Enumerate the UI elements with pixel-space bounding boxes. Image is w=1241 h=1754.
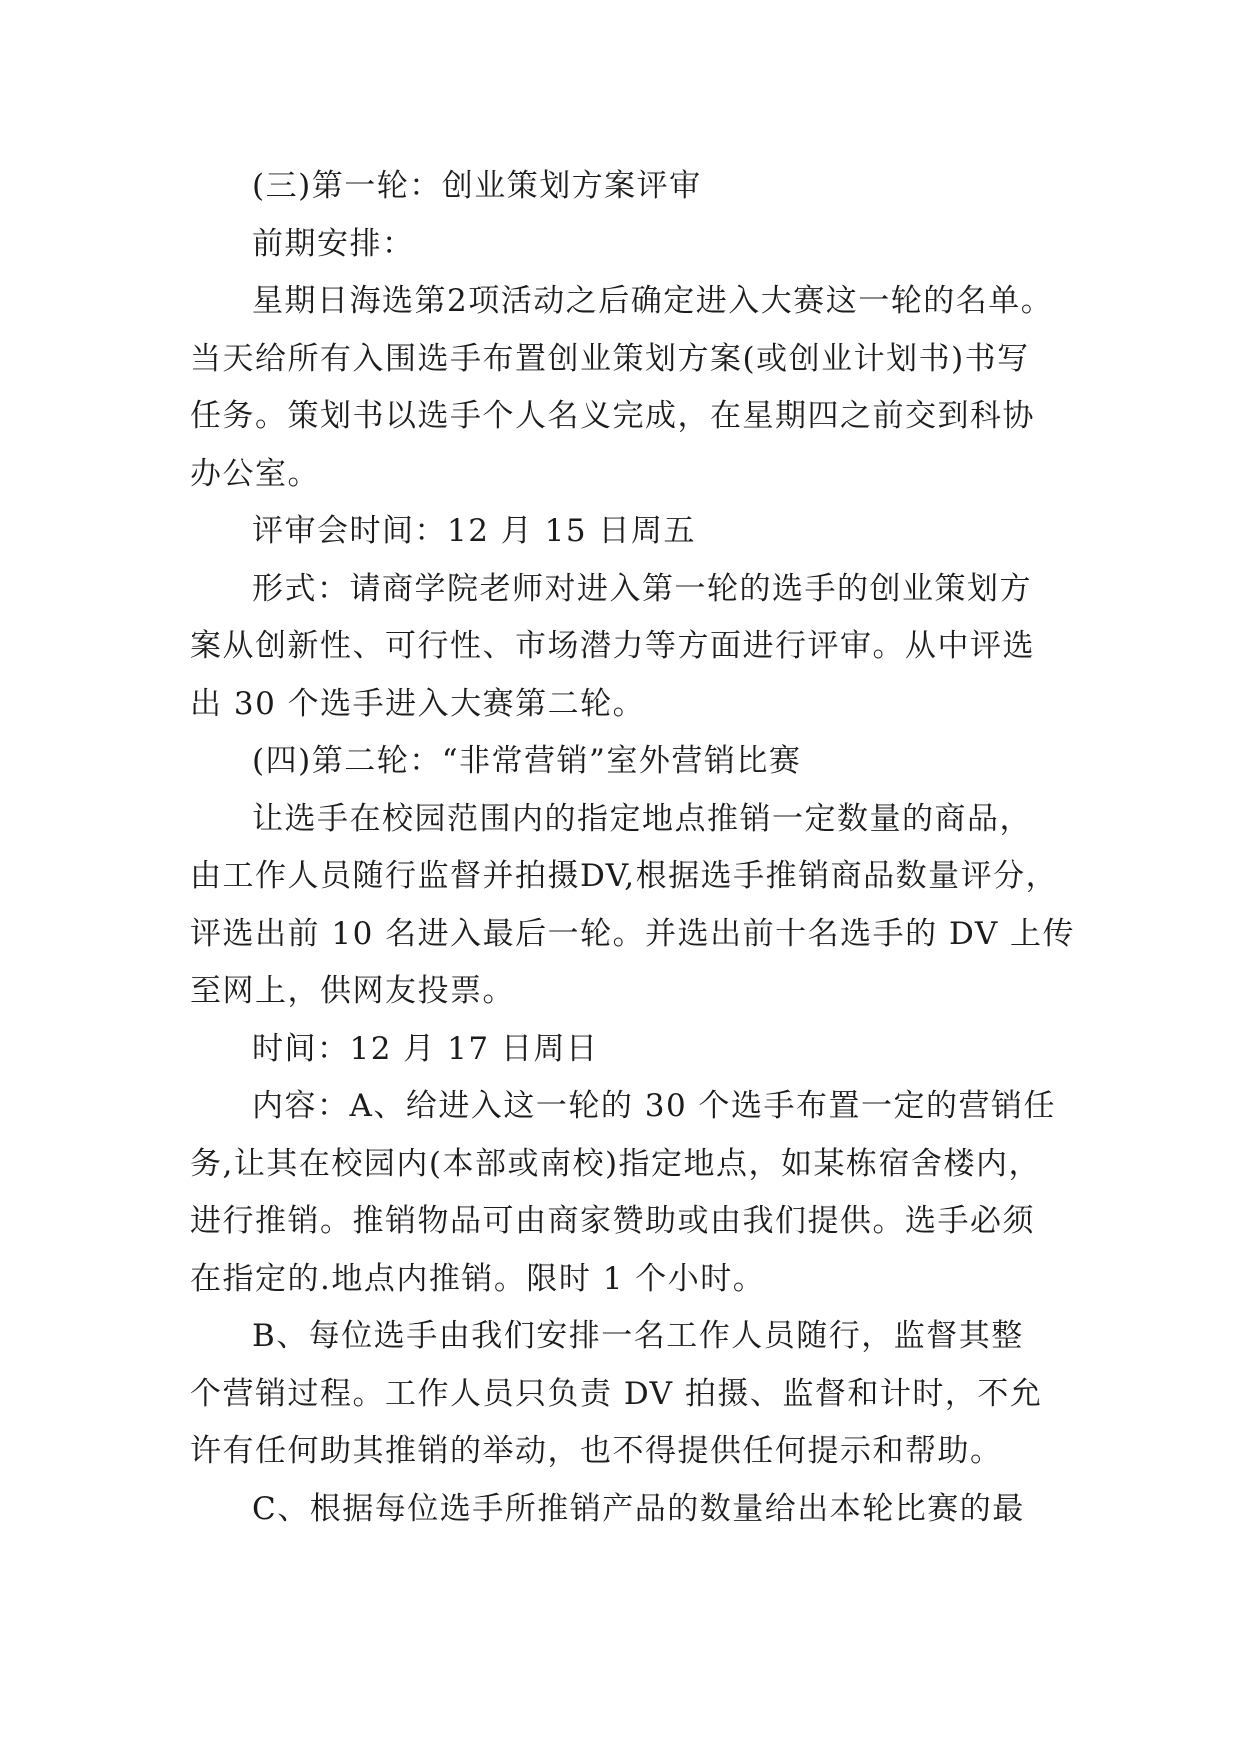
text-line: 当天给所有入围选手布置创业策划方案(或创业计划书)书写: [190, 340, 1030, 377]
text-line: 时间：12 月 17 日周日: [252, 1030, 599, 1067]
text-line: 在指定的.地点内推销。限时 1 个小时。: [190, 1260, 766, 1297]
text-line: B、每位选手由我们安排一名工作人员随行，监督其整: [252, 1318, 1024, 1354]
text-line: (三)第一轮：创业策划方案评审: [252, 168, 702, 204]
text-line: 内容：A、给进入这一轮的 30 个选手布置一定的营销任: [252, 1088, 1057, 1124]
document-body: [190, 158, 1090, 1538]
text-line: (四)第二轮：“非常营销”室外营销比赛: [252, 743, 802, 779]
text-line: 星期日海选第2项活动之后确定进入大赛这一轮的名单。: [252, 283, 1054, 319]
text-line: 任务。策划书以选手个人名义完成，在星期四之前交到科协: [190, 398, 1035, 434]
text-line: 办公室。: [190, 455, 320, 492]
text-line: 进行推销。推销物品可由商家赞助或由我们提供。选手必须: [190, 1203, 1035, 1239]
text-line: 至网上，供网友投票。: [190, 973, 515, 1009]
text-line: 前期安排：: [252, 225, 415, 262]
text-line: 形式：请商学院老师对进入第一轮的选手的创业策划方: [252, 570, 1032, 607]
text-line: 许有任何助其推销的举动，也不得提供任何提示和帮助。: [190, 1433, 1003, 1469]
text-line: 案从创新性、可行性、市场潜力等方面进行评审。从中评选: [190, 628, 1035, 664]
text-line: 出 30 个选手进入大赛第二轮。: [190, 685, 646, 722]
text-line: 个营销过程。工作人员只负责 DV 拍摄、监督和计时，不允: [190, 1375, 1043, 1412]
text-line: 务,让其在校园内(本部或南校)指定地点，如某栋宿舍楼内，: [190, 1145, 1042, 1182]
text-line: C、根据每位选手所推销产品的数量给出本轮比赛的最: [252, 1490, 1025, 1527]
text-line: 评审会时间：12 月 15 日周五: [252, 513, 696, 549]
text-line: 由工作人员随行监督并拍摄DV,根据选手推销商品数量评分，: [190, 858, 1059, 894]
text-line: 让选手在校园范围内的指定地点推销一定数量的商品，: [252, 800, 1032, 837]
text-line: 评选出前 10 名进入最后一轮。并选出前十名选手的 DV 上传: [190, 915, 1076, 952]
